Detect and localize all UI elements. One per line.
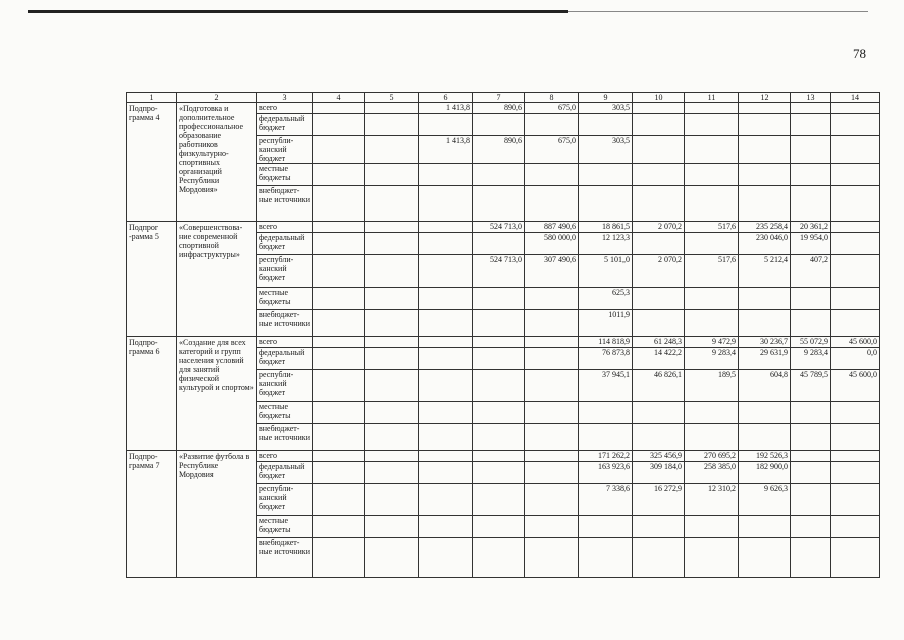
value-cell: [525, 451, 579, 462]
column-header: 7: [473, 93, 525, 103]
value-cell: 9 472,9: [685, 337, 739, 348]
value-cell: [313, 484, 365, 516]
value-cell: 887 490,6: [525, 222, 579, 233]
value-cell: [365, 255, 419, 288]
value-cell: [365, 424, 419, 451]
value-cell: 19 954,0: [791, 233, 831, 255]
value-cell: [791, 114, 831, 136]
value-cell: 230 046,0: [739, 233, 791, 255]
value-cell: [419, 114, 473, 136]
value-cell: [525, 310, 579, 337]
value-cell: [525, 186, 579, 222]
value-cell: [525, 424, 579, 451]
value-cell: [419, 222, 473, 233]
value-cell: [419, 451, 473, 462]
value-cell: [739, 516, 791, 538]
funding-source: всего: [257, 337, 313, 348]
value-cell: [365, 451, 419, 462]
value-cell: [313, 103, 365, 114]
value-cell: [473, 114, 525, 136]
value-cell: [685, 402, 739, 424]
value-cell: [419, 186, 473, 222]
value-cell: 189,5: [685, 370, 739, 402]
value-cell: [525, 462, 579, 484]
value-cell: [525, 484, 579, 516]
value-cell: [525, 288, 579, 310]
value-cell: [791, 103, 831, 114]
column-header: 2: [177, 93, 257, 103]
value-cell: 5 101,,0: [579, 255, 633, 288]
value-cell: [831, 255, 880, 288]
value-cell: [791, 484, 831, 516]
value-cell: [313, 402, 365, 424]
value-cell: 407,2: [791, 255, 831, 288]
value-cell: 604,8: [739, 370, 791, 402]
table-row: [127, 337, 880, 348]
funding-source: федеральный бюджет: [257, 348, 313, 370]
value-cell: 625,3: [579, 288, 633, 310]
value-cell: [739, 103, 791, 114]
value-cell: [313, 516, 365, 538]
value-cell: [473, 484, 525, 516]
value-cell: [685, 516, 739, 538]
value-cell: [633, 186, 685, 222]
value-cell: [633, 538, 685, 578]
value-cell: 5 212,4: [739, 255, 791, 288]
value-cell: 7 338,6: [579, 484, 633, 516]
value-cell: 46 826,1: [633, 370, 685, 402]
value-cell: [365, 103, 419, 114]
value-cell: 1 413,8: [419, 136, 473, 164]
funding-source: всего: [257, 451, 313, 462]
value-cell: [365, 370, 419, 402]
value-cell: [365, 516, 419, 538]
value-cell: [791, 424, 831, 451]
value-cell: [473, 516, 525, 538]
value-cell: 675,0: [525, 136, 579, 164]
value-cell: [473, 186, 525, 222]
value-cell: [831, 310, 880, 337]
page-number: 78: [853, 46, 866, 61]
value-cell: [525, 348, 579, 370]
value-cell: 192 526,3: [739, 451, 791, 462]
value-cell: [831, 222, 880, 233]
value-cell: [633, 516, 685, 538]
value-cell: [313, 136, 365, 164]
value-cell: [739, 164, 791, 186]
value-cell: [831, 136, 880, 164]
value-cell: [831, 402, 880, 424]
value-cell: 309 184,0: [633, 462, 685, 484]
value-cell: [739, 310, 791, 337]
value-cell: [525, 402, 579, 424]
funding-source: внебюджет-ные источники: [257, 310, 313, 337]
value-cell: [633, 288, 685, 310]
funding-source: местные бюджеты: [257, 164, 313, 186]
value-cell: [473, 451, 525, 462]
value-cell: [313, 233, 365, 255]
value-cell: [685, 103, 739, 114]
value-cell: [831, 516, 880, 538]
value-cell: [419, 233, 473, 255]
column-header: 3: [257, 93, 313, 103]
value-cell: [313, 451, 365, 462]
value-cell: [831, 451, 880, 462]
value-cell: [365, 222, 419, 233]
value-cell: 55 072,9: [791, 337, 831, 348]
value-cell: [739, 288, 791, 310]
value-cell: [419, 288, 473, 310]
value-cell: 12 310,2: [685, 484, 739, 516]
column-header: 8: [525, 93, 579, 103]
value-cell: [313, 164, 365, 186]
value-cell: [525, 370, 579, 402]
value-cell: [791, 538, 831, 578]
value-cell: [685, 288, 739, 310]
value-cell: [831, 114, 880, 136]
value-cell: 12 123,3: [579, 233, 633, 255]
value-cell: [365, 348, 419, 370]
value-cell: [419, 424, 473, 451]
value-cell: 675,0: [525, 103, 579, 114]
table-row: [127, 103, 880, 114]
value-cell: [831, 103, 880, 114]
funding-source: всего: [257, 222, 313, 233]
value-cell: [365, 337, 419, 348]
value-cell: [791, 288, 831, 310]
value-cell: [525, 164, 579, 186]
value-cell: [525, 516, 579, 538]
column-header: 11: [685, 93, 739, 103]
value-cell: [739, 538, 791, 578]
value-cell: 9 626,3: [739, 484, 791, 516]
value-cell: [685, 233, 739, 255]
value-cell: [313, 424, 365, 451]
value-cell: 45 600,0: [831, 370, 880, 402]
value-cell: 2 070,2: [633, 222, 685, 233]
funding-source: федеральный бюджет: [257, 114, 313, 136]
value-cell: [365, 233, 419, 255]
table-row: [127, 451, 880, 462]
value-cell: [419, 310, 473, 337]
value-cell: [313, 462, 365, 484]
value-cell: [525, 114, 579, 136]
value-cell: [313, 255, 365, 288]
value-cell: [685, 310, 739, 337]
value-cell: [791, 136, 831, 164]
value-cell: [313, 337, 365, 348]
value-cell: [739, 136, 791, 164]
value-cell: [739, 186, 791, 222]
column-header: 5: [365, 93, 419, 103]
value-cell: [365, 114, 419, 136]
value-cell: [685, 424, 739, 451]
value-cell: [473, 462, 525, 484]
funding-source: федеральный бюджет: [257, 462, 313, 484]
value-cell: 37 945,1: [579, 370, 633, 402]
value-cell: [365, 538, 419, 578]
value-cell: 524 713,0: [473, 222, 525, 233]
value-cell: [313, 288, 365, 310]
value-cell: [831, 462, 880, 484]
value-cell: 76 873,8: [579, 348, 633, 370]
value-cell: [313, 348, 365, 370]
value-cell: [473, 310, 525, 337]
value-cell: [419, 538, 473, 578]
column-header: 1: [127, 93, 177, 103]
value-cell: [831, 484, 880, 516]
value-cell: [365, 136, 419, 164]
value-cell: [739, 114, 791, 136]
value-cell: [365, 462, 419, 484]
funding-source: республи-канский бюджет: [257, 370, 313, 402]
value-cell: [633, 402, 685, 424]
value-cell: [419, 484, 473, 516]
value-cell: [419, 348, 473, 370]
value-cell: [579, 186, 633, 222]
value-cell: [739, 424, 791, 451]
column-header: 10: [633, 93, 685, 103]
value-cell: [831, 424, 880, 451]
value-cell: [473, 370, 525, 402]
value-cell: [685, 136, 739, 164]
value-cell: [633, 164, 685, 186]
funding-source: местные бюджеты: [257, 516, 313, 538]
value-cell: 163 923,6: [579, 462, 633, 484]
value-cell: 524 713,0: [473, 255, 525, 288]
value-cell: [473, 424, 525, 451]
value-cell: [419, 402, 473, 424]
value-cell: 14 422,2: [633, 348, 685, 370]
funding-source: республи-канский бюджет: [257, 484, 313, 516]
value-cell: 1011,9: [579, 310, 633, 337]
value-cell: 9 283,4: [791, 348, 831, 370]
value-cell: [365, 310, 419, 337]
value-cell: [419, 516, 473, 538]
value-cell: 2 070,2: [633, 255, 685, 288]
column-header: 6: [419, 93, 473, 103]
top-edge-bar: [28, 10, 568, 13]
budget-table-container: [126, 92, 880, 578]
value-cell: 18 861,5: [579, 222, 633, 233]
value-cell: [525, 538, 579, 578]
value-cell: [791, 462, 831, 484]
value-cell: [473, 337, 525, 348]
value-cell: 307 490,6: [525, 255, 579, 288]
value-cell: [473, 164, 525, 186]
subprogram-label: Подпро-грамма 7: [127, 451, 177, 578]
funding-source: республи-канский бюджет: [257, 136, 313, 164]
value-cell: [791, 402, 831, 424]
value-cell: 30 236,7: [739, 337, 791, 348]
column-header: 13: [791, 93, 831, 103]
value-cell: 580 000,0: [525, 233, 579, 255]
value-cell: [365, 484, 419, 516]
value-cell: 303,5: [579, 103, 633, 114]
subprogram-name: «Развитие футбола в Республике Мордовия: [177, 451, 257, 578]
value-cell: [313, 222, 365, 233]
funding-source: местные бюджеты: [257, 288, 313, 310]
value-cell: [685, 164, 739, 186]
value-cell: 517,6: [685, 222, 739, 233]
value-cell: [579, 538, 633, 578]
value-cell: [473, 402, 525, 424]
value-cell: 45 600,0: [831, 337, 880, 348]
funding-source: федеральный бюджет: [257, 233, 313, 255]
value-cell: 20 361,2: [791, 222, 831, 233]
subprogram-label: Подпро-грамма 6: [127, 337, 177, 451]
value-cell: [685, 538, 739, 578]
value-cell: [579, 516, 633, 538]
value-cell: [419, 337, 473, 348]
value-cell: [473, 348, 525, 370]
value-cell: [633, 103, 685, 114]
subprogram-name: «Совершенствова-ние современной спортивной инфраструктуры»: [177, 222, 257, 337]
value-cell: [791, 310, 831, 337]
value-cell: [739, 402, 791, 424]
value-cell: 16 272,9: [633, 484, 685, 516]
header-row: [127, 93, 880, 103]
table-row: [127, 222, 880, 233]
budget-table: [126, 92, 880, 578]
column-header: 4: [313, 93, 365, 103]
value-cell: 0,0: [831, 348, 880, 370]
value-cell: [633, 136, 685, 164]
funding-source: внебюджет-ные источники: [257, 538, 313, 578]
value-cell: [633, 310, 685, 337]
value-cell: 890,6: [473, 136, 525, 164]
value-cell: [579, 164, 633, 186]
value-cell: [313, 310, 365, 337]
value-cell: 9 283,4: [685, 348, 739, 370]
value-cell: 171 262,2: [579, 451, 633, 462]
funding-source: местные бюджеты: [257, 402, 313, 424]
value-cell: [365, 402, 419, 424]
value-cell: [791, 186, 831, 222]
value-cell: [473, 538, 525, 578]
value-cell: [831, 538, 880, 578]
value-cell: [473, 233, 525, 255]
column-header: 14: [831, 93, 880, 103]
value-cell: [419, 462, 473, 484]
value-cell: 61 248,3: [633, 337, 685, 348]
value-cell: [791, 451, 831, 462]
funding-source: республи-канский бюджет: [257, 255, 313, 288]
value-cell: [831, 233, 880, 255]
value-cell: [579, 114, 633, 136]
value-cell: [831, 164, 880, 186]
value-cell: [831, 288, 880, 310]
value-cell: 235 258,4: [739, 222, 791, 233]
value-cell: [419, 370, 473, 402]
value-cell: [365, 164, 419, 186]
value-cell: [419, 255, 473, 288]
value-cell: 1 413,8: [419, 103, 473, 114]
value-cell: [791, 164, 831, 186]
value-cell: [685, 114, 739, 136]
subprogram-name: «Создание для всех категорий и групп населения условий для занятий физической культурой и спортом»: [177, 337, 257, 451]
value-cell: [419, 164, 473, 186]
value-cell: [579, 402, 633, 424]
value-cell: [579, 424, 633, 451]
value-cell: 258 385,0: [685, 462, 739, 484]
value-cell: 890,6: [473, 103, 525, 114]
value-cell: [633, 114, 685, 136]
subprogram-label: Подпрог -рамма 5: [127, 222, 177, 337]
funding-source: всего: [257, 103, 313, 114]
value-cell: [313, 186, 365, 222]
column-header: 9: [579, 93, 633, 103]
value-cell: 325 456,9: [633, 451, 685, 462]
value-cell: [473, 288, 525, 310]
table-body: [127, 93, 880, 578]
funding-source: внебюджет-ные источники: [257, 424, 313, 451]
subprogram-label: Подпро-грамма 4: [127, 103, 177, 222]
value-cell: [831, 186, 880, 222]
value-cell: 517,6: [685, 255, 739, 288]
value-cell: 29 631,9: [739, 348, 791, 370]
value-cell: [365, 186, 419, 222]
value-cell: [313, 538, 365, 578]
value-cell: 45 789,5: [791, 370, 831, 402]
value-cell: [313, 370, 365, 402]
value-cell: 303,5: [579, 136, 633, 164]
value-cell: [791, 516, 831, 538]
value-cell: 182 900,0: [739, 462, 791, 484]
value-cell: [365, 288, 419, 310]
funding-source: внебюджет-ные источники: [257, 186, 313, 222]
value-cell: 114 818,9: [579, 337, 633, 348]
subprogram-name: «Подготовка и дополнительное профессиональное образование работников физкультурно-спортивных организаций Республики Мордовия»: [177, 103, 257, 222]
value-cell: [525, 337, 579, 348]
value-cell: [633, 233, 685, 255]
value-cell: [685, 186, 739, 222]
value-cell: 270 695,2: [685, 451, 739, 462]
column-header: 12: [739, 93, 791, 103]
value-cell: [633, 424, 685, 451]
value-cell: [313, 114, 365, 136]
top-edge-line: [568, 11, 868, 12]
